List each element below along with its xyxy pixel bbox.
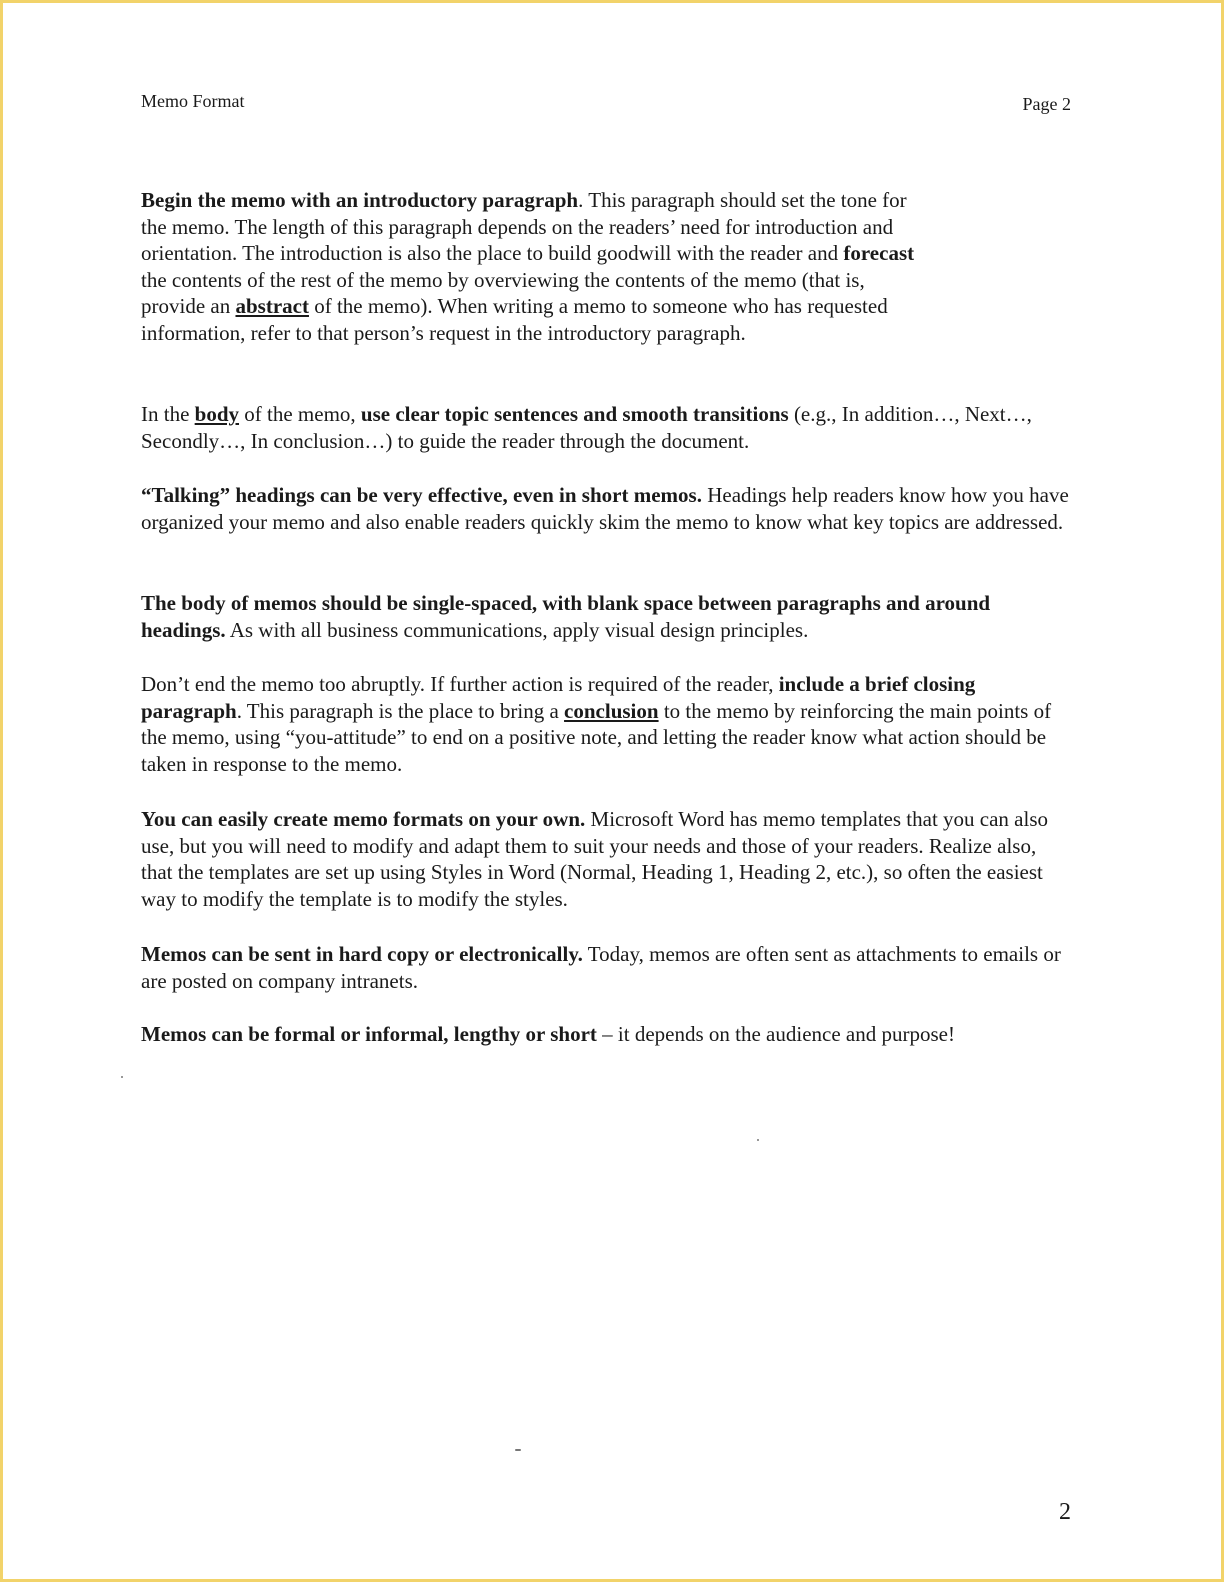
bold-lead-tone: Memos can be formal or informal, lengthy or short [141,1022,597,1046]
memo-body [141,187,1071,1067]
bold-lead-headings: “Talking” headings can be very effective, even in short memos. [141,483,702,507]
text-span: Today, memos are often sent as attachments to emails or are posted on company intranets. [141,942,1061,993]
bold-closing-paragraph: include a brief closing paragraph [141,672,976,723]
paragraph-spacing [141,590,1071,643]
paragraph-formats [141,806,1071,912]
bold-forecast: forecast [843,241,915,265]
scan-speck [515,1449,521,1451]
paragraph-delivery [141,941,1071,994]
running-header-page: Page 2 [1022,94,1071,114]
running-header-title: Memo Format [141,91,245,111]
text-span: In the [141,402,195,426]
text-span: Microsoft Word has memo templates that you can also use, but you will need to modify and adapt them to suit your needs and those of your readers. Realize also, that the templates are set up using Styles in Word (Normal, Heading 1, Heading 2, etc.), so often the easiest way to modify the template is to modify the styles. [141,807,1049,911]
bold-topic-sentences: use clear topic sentences and smooth transitions [360,402,789,426]
page-number: 2 [1059,1499,1071,1525]
text-span: of the memo). When writing a memo to someone who has requested information, refer to that person’s request in the introductory paragraph. [141,294,888,345]
text-span: As with all business communications, apply visual design principles. [225,617,809,642]
bold-lead-delivery: Memos can be sent in hard copy or electronically. [141,942,583,966]
text-span: of the memo, [239,402,361,426]
bold-lead-formats: You can easily create memo formats on your own. [141,807,586,831]
paragraph-introductory [141,187,931,346]
scan-speck [121,1076,123,1078]
underlined-conclusion: conclusion [564,698,659,723]
paragraph-headings [141,482,1071,535]
text-span: . This paragraph should set the tone for the memo. The length of this paragraph depends on the readers’ need for introduction and orientation. The introduction is also the place to build goodwill with the reader and [141,188,907,265]
underlined-abstract: abstract [235,294,309,318]
text-span: . This paragraph is the place to bring a [236,698,565,723]
text-span: (e.g., In addition…, Next…, Secondly…, In conclusion…) to guide the reader through the document. [141,402,1032,453]
bold-lead-spacing: The body of memos should be single-spaced, with blank space between paragraphs and around headings. [141,591,991,642]
text-span: the contents of the rest of the memo by overviewing the contents of the memo (that is, provide an [141,267,865,318]
text-span: Don’t end the memo too abruptly. If further action is required of the reader, [141,672,779,696]
text-span: – it depends on the audience and purpose! [596,1022,955,1046]
scan-speck [757,1139,759,1141]
text-span: Headings help readers know how you have organized your memo and also enable readers quickly skim the memo to know what key topics are addressed. [141,483,1069,534]
text-span: to the memo by reinforcing the main points of the memo, using “you-attitude” to end on a positive note, and letting the reader know what action should be taken in response to the memo. [141,698,1052,776]
bold-lead-introductory: Begin the memo with an introductory paragraph [141,188,579,212]
paragraph-closing [141,671,1071,777]
underlined-body: body [194,402,240,426]
paragraph-tone [141,1021,1071,1048]
paragraph-body [141,401,1071,454]
